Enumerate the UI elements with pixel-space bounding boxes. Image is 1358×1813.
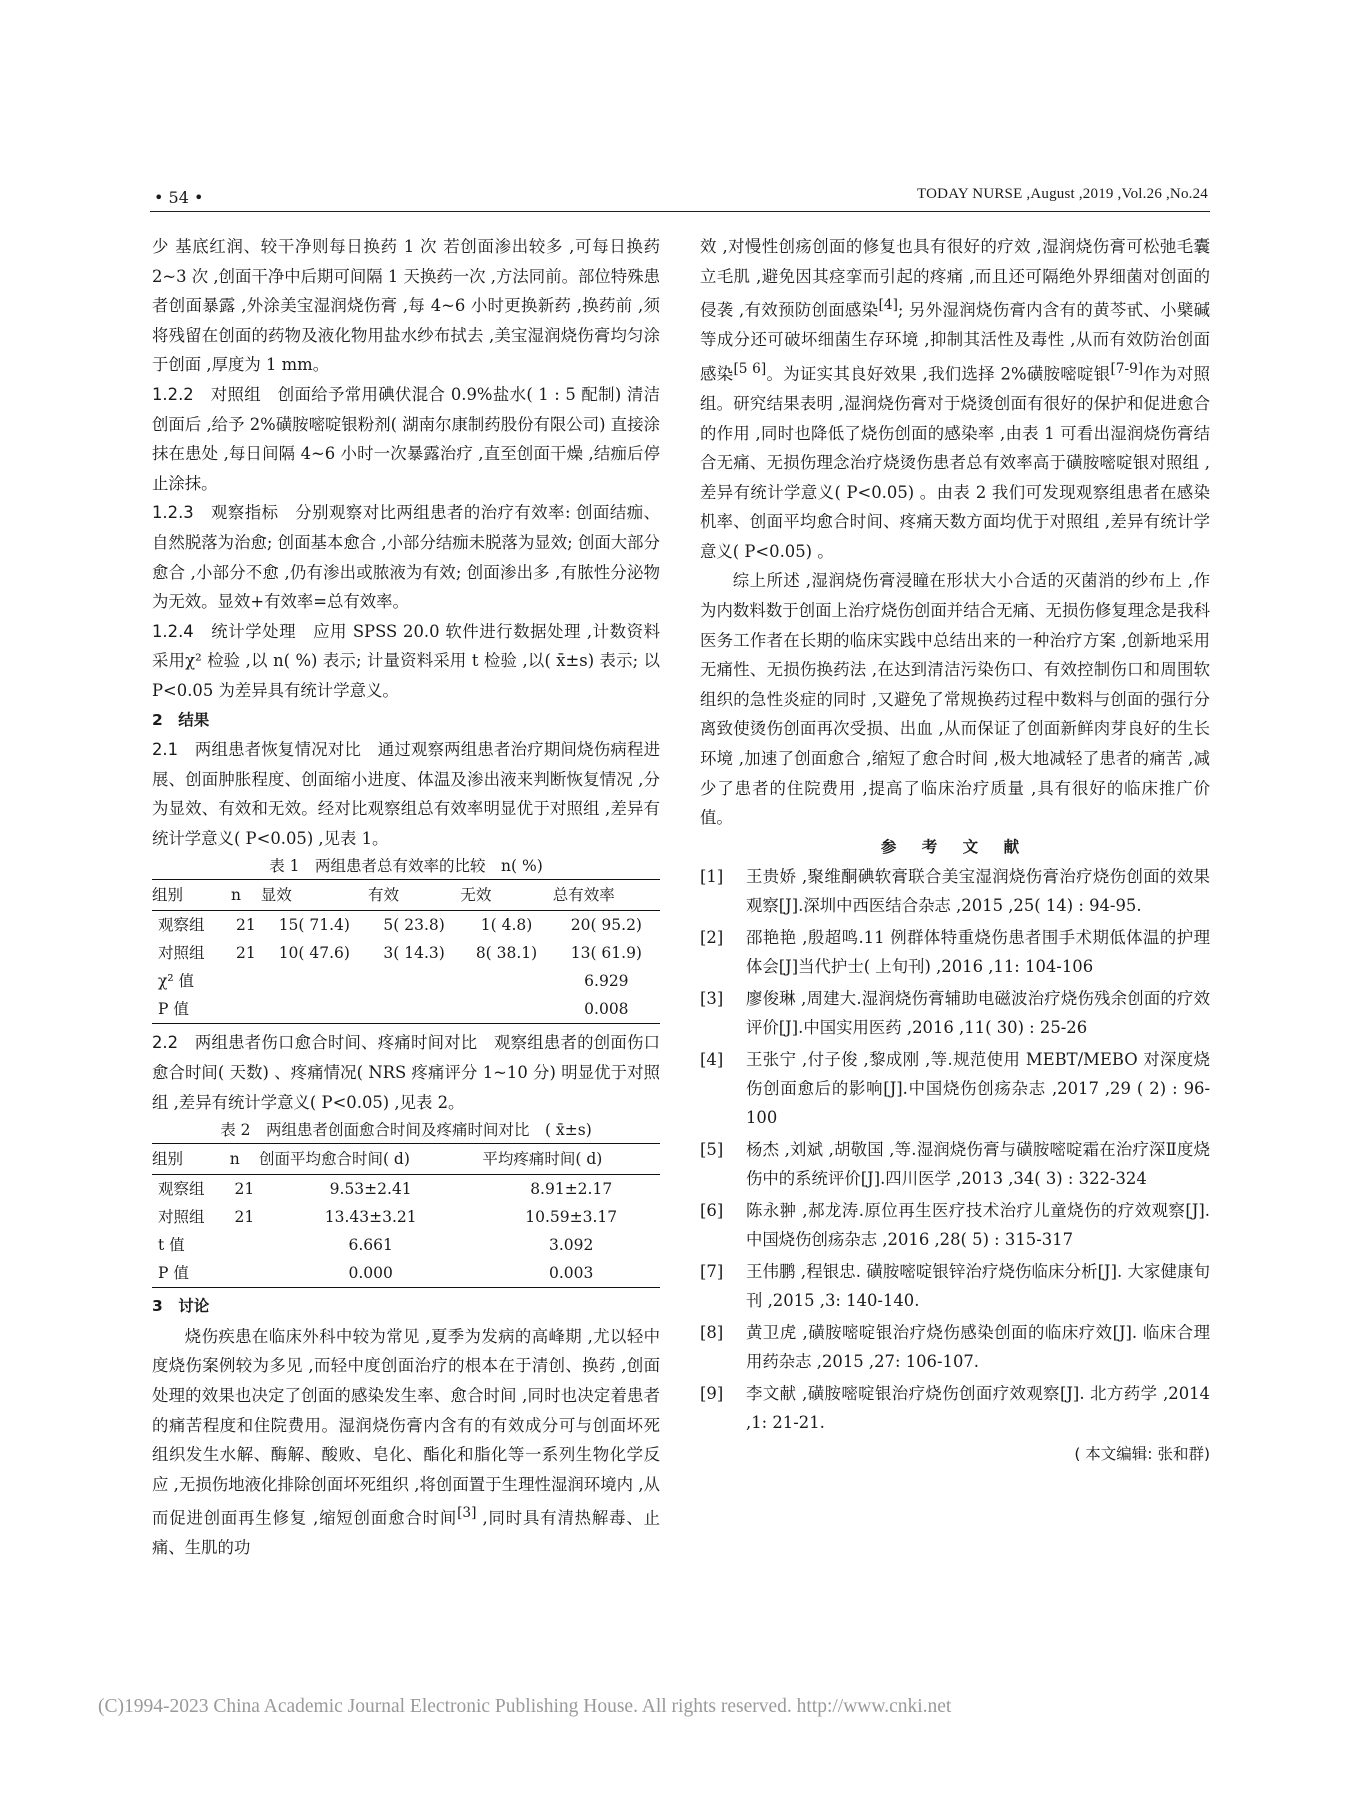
table-cell: 5( 23.8) xyxy=(383,916,445,935)
table-cell xyxy=(230,1231,259,1259)
reference-number: [7] xyxy=(700,1262,724,1282)
reference-item xyxy=(700,1318,1210,1376)
table-2-caption: 表 2 两组患者创面愈合时间及疼痛时间对比 ( x̄±s) xyxy=(220,1121,592,1140)
reference-text: 王伟鹏 ,程银忠. 磺胺嘧啶银锌治疗烧伤临床分析[J]. 大家健康旬刊 ,2015 ,3: 140-140. xyxy=(746,1262,1210,1311)
reference-text: 陈永翀 ,郝龙涛.原位再生医疗技术治疗儿童烧伤的疗效观察[J].中国烧伤创疡杂志 ,2016 ,28( 5) : 315-317 xyxy=(746,1201,1210,1250)
conclusion-paragraph: 综上所述 ,湿润烧伤膏浸瞳在形状大小合适的灭菌消的纱布上 ,作为内数料数于创面上治疗烧伤创面并结合无痛、无损伤修复理念是我科医务工作者在长期的临床实践中总结出来的一种治疗方案 ,创新地采用无痛性、无损伤换药法 ,在达到清洁污染伤口、有效控制伤口和周围软组织的急性炎症的同时 ,又避免了常规换药过程中数料与创面的强行分离致使烫伤创面再次受损、出血 ,从而保证了创面新鲜肉芽良好的生长环境 ,加速了创面愈合 ,缩短了愈合时间 ,极大地减轻了患者的痛苦 ,减少了患者的住院费用 ,提高了临床治疗质量 ,具有很好的临床推广价值。 xyxy=(700,571,1210,828)
reference-item xyxy=(700,1045,1210,1132)
table-row xyxy=(152,939,660,967)
reference-number: [2] xyxy=(700,928,724,948)
citation: [3] xyxy=(457,1505,477,1522)
table-1-header-row xyxy=(152,880,660,911)
table-row xyxy=(152,1231,660,1259)
table-row xyxy=(152,967,660,995)
journal-header: TODAY NURSE ,August ,2019 ,Vol.26 ,No.24 xyxy=(917,186,1208,202)
table-cell: 13( 61.9) xyxy=(570,944,642,963)
table-cell: 6.929 xyxy=(584,972,629,991)
reference-number: [5] xyxy=(700,1140,724,1160)
table-cell: 对照组 xyxy=(158,944,205,963)
section-2-2 xyxy=(152,1028,660,1117)
table-cell: t 值 xyxy=(158,1236,185,1255)
reference-text: 王张宁 ,付子俊 ,黎成刚 ,等.规范使用 MEBT/MEBO 对深度烧伤创面愈后的影响[J].中国烧伤创疡杂志 ,2017 ,29 ( 2) : 96-100 xyxy=(746,1050,1210,1128)
reference-text: 王贵娇 ,聚维酮碘软膏联合美宝湿润烧伤膏治疗烧伤创面的效果观察[J].深圳中西医结合杂志 ,2015 ,25( 14) : 94-95. xyxy=(746,867,1210,916)
table-cell: 8( 38.1) xyxy=(475,944,538,963)
reference-item xyxy=(700,862,1210,920)
discussion-text: 。为证实其良好效果 ,我们选择 2%磺胺嘧啶银 xyxy=(766,364,1111,384)
section-1-2-2-heading: 1.2.2 对照组 xyxy=(152,384,262,404)
section-2-1 xyxy=(152,735,660,853)
section-1-2-3 xyxy=(152,498,660,616)
citation: [4] xyxy=(878,297,898,314)
table-cell xyxy=(460,967,552,995)
table-cell: 20( 95.2) xyxy=(570,916,642,935)
reference-item xyxy=(700,1257,1210,1315)
reference-item xyxy=(700,984,1210,1042)
table-2-header: 组别 xyxy=(152,1144,230,1175)
reference-item xyxy=(700,1196,1210,1254)
table-1-header: 无效 xyxy=(460,880,552,911)
table-cell: 观察组 xyxy=(158,1180,205,1199)
citation: [5 6] xyxy=(733,360,767,377)
table-cell: 15( 71.4) xyxy=(278,916,350,935)
table-cell: 0.008 xyxy=(553,995,660,1024)
discussion-text: 烧伤疾患在临床外科中较为常见 ,夏季为发病的高峰期 ,尤以轻中度烧伤案例较为多见 ,而轻中度创面治疗的根本在于清创、换药 ,创面处理的效果也决定了创面的感染发生率、愈合时间 ,同时也决定着患者的痛苦程度和住院费用。湿润烧伤膏内含有的有效成分可与创面坏死组织发生水解、酶解、酸败、皂化、酯化和脂化等一系列生物化学反应 ,无损伤地液化排除创面坏死组织 ,将创面置于生理性湿润环境内 ,从而促进创面再生修复 ,缩短创面愈合时间 xyxy=(152,1326,660,1528)
section-2-title: 2 结果 xyxy=(152,710,210,729)
section-2-2-heading: 2.2 两组患者伤口愈合时间、疼痛时间对比 xyxy=(152,1033,478,1053)
discussion-text: 作为对照组。研究结果表明 ,湿润烧伤膏对于烧烫创面有很好的保护和促进愈合的作用 ,同时也降低了烧伤创面的感染率 ,由表 1 可看出湿润烧伤膏结合无痛、无损伤理念治疗烧烫伤患者总有效率高于磺胺嘧啶银对照组 ,差异有统计学意义( P<0.05) 。由表 2 我们可发现观察组患者在感染机率、创面平均愈合时间、疼痛天数方面均优于对照组 ,差异有统计学意义( P<0.05) 。 xyxy=(700,364,1211,561)
reference-number: [8] xyxy=(700,1323,724,1343)
table-cell: 3.092 xyxy=(549,1236,594,1255)
section-1-2-2 xyxy=(152,380,660,498)
discussion-continued xyxy=(700,232,1210,566)
table-cell: 21 xyxy=(234,1208,255,1227)
table-2-header: 平均疼痛时间( d) xyxy=(482,1144,660,1175)
editor-note: ( 本文编辑: 张和群) xyxy=(1074,1445,1210,1464)
discussion-text: ; 另外湿润烧伤膏内含有的黄芩甙、小檗碱等成分还可破坏细菌生存环境 ,抑制其活性及毒性 ,从而有效防治创面感染 xyxy=(700,300,1210,384)
discussion-text: 效 ,对慢性创疡创面的修复也具有很好的疗效 ,湿润烧伤膏可松弛毛囊立毛肌 ,避免因其痉挛而引起的疼痛 ,而且还可隔绝外界细菌对创面的侵袭 ,有效预防创面感染 xyxy=(700,237,1210,320)
table-cell: 21 xyxy=(234,1180,255,1199)
section-2-1-heading: 2.1 两组患者恢复情况对比 xyxy=(152,740,362,760)
table-cell: 观察组 xyxy=(158,916,205,935)
table-cell: 10.59±3.17 xyxy=(525,1208,618,1227)
reference-text: 黄卫虎 ,磺胺嘧啶银治疗烧伤感染创面的临床疗效[J]. 临床合理用药杂志 ,2015 ,27: 106-107. xyxy=(746,1323,1210,1372)
table-cell xyxy=(368,967,460,995)
table-cell: χ² 值 xyxy=(158,972,195,991)
intro-paragraph: 少 基底红润、较干净则每日换药 1 次 若创面渗出较多 ,可每日换药 2~3 次 ,创面干净中后期可间隔 1 天换药一次 ,方法同前。部位特殊患者创面暴露 ,外涂美宝湿润烧伤膏 ,每 4~6 小时更换新药 ,换药前 ,须将残留在创面的药物及液化物用盐水纱布拭去 ,美宝湿润烧伤膏均匀涂于创面 ,厚度为 1 mm。 xyxy=(152,237,660,375)
table-cell: 9.53±2.41 xyxy=(329,1180,412,1199)
table-cell: 1( 4.8) xyxy=(480,916,533,935)
table-1-header: 显效 xyxy=(261,880,368,911)
table-cell: 0.000 xyxy=(259,1259,482,1288)
reference-text: 廖俊琳 ,周建大.湿润烧伤膏辅助电磁波治疗烧伤残余创面的疗效评价[J].中国实用医药 ,2016 ,11( 30) : 25-26 xyxy=(746,989,1210,1038)
table-row xyxy=(152,1203,660,1231)
copyright-footer: (C)1994-2023 China Academic Journal Electronic Publishing House. All rights reserved. http://www.cnki.net xyxy=(98,1696,952,1717)
table-1-header: 有效 xyxy=(368,880,460,911)
reference-item xyxy=(700,1379,1210,1437)
table-cell xyxy=(231,967,261,995)
reference-text: 杨杰 ,刘斌 ,胡敬国 ,等.湿润烧伤膏与磺胺嘧啶霜在治疗深Ⅱ度烧伤中的系统评价[J].四川医学 ,2013 ,34( 3) : 322-324 xyxy=(746,1140,1210,1189)
table-cell xyxy=(261,995,368,1024)
table-1-header: 组别 xyxy=(152,880,231,911)
section-1-2-3-text: 分别观察对比两组患者的治疗有效率: 创面结痂、自然脱落为治愈; 创面基本愈合 ,小部分结痂未脱落为显效; 创面大部分愈合 ,小部分不愈 ,仍有渗出或脓液为有效; 创面渗出多 ,有脓性分泌物为无效。显效+有效率=总有效率。 xyxy=(152,503,660,612)
table-cell: P 值 xyxy=(152,995,231,1024)
table-cell: P 值 xyxy=(152,1259,230,1288)
section-2-1-text: 通过观察两组患者治疗期间烧伤病程进展、创面肿胀程度、创面缩小进度、体温及渗出液来判断恢复情况 ,分为显效、有效和无效。经对比观察组总有效率明显优于对照组 ,差异有统计学意义( P<0.05) ,见表 1。 xyxy=(152,740,660,848)
section-3-title: 3 讨论 xyxy=(152,1297,210,1316)
reference-number: [6] xyxy=(700,1201,724,1221)
table-1-header: 总有效率 xyxy=(553,880,660,911)
table-cell xyxy=(230,1259,259,1288)
table-row xyxy=(152,911,660,940)
left-column xyxy=(152,232,660,1563)
reference-list xyxy=(700,862,1210,1437)
table-row xyxy=(152,1175,660,1204)
reference-text: 邵艳艳 ,殷超鸣.11 例群体特重烧伤患者围手术期低体温的护理体会[J]当代护士( 上旬刊) ,2016 ,11: 104-106 xyxy=(746,928,1210,977)
section-1-2-4-text: 应用 SPSS 20.0 软件进行数据处理 ,计数资料采用χ² 检验 ,以 n( %) 表示; 计量资料采用 t 检验 ,以( x̄±s) 表示; 以 P<0.05 为差异具有统计学意义。 xyxy=(152,621,660,700)
table-1-header: n xyxy=(231,880,261,911)
page-number: • 54 • xyxy=(154,188,204,207)
table-cell: 21 xyxy=(235,944,256,963)
table-row xyxy=(152,1259,660,1288)
table-1 xyxy=(152,879,660,1024)
table-2 xyxy=(152,1143,660,1288)
table-2-header-row xyxy=(152,1144,660,1175)
table-2-header: 创面平均愈合时间( d) xyxy=(259,1144,482,1175)
table-cell: 13.43±3.21 xyxy=(324,1208,417,1227)
table-cell: 6.661 xyxy=(348,1236,393,1255)
table-row xyxy=(152,995,660,1024)
reference-number: [1] xyxy=(700,867,724,887)
reference-text: 李文献 ,磺胺嘧啶银治疗烧伤创面疗效观察[J]. 北方药学 ,2014 ,1: 21-21. xyxy=(746,1384,1210,1433)
references-title: 参 考 文 献 xyxy=(880,837,1030,856)
reference-number: [3] xyxy=(700,989,724,1009)
table-1-caption: 表 1 两组患者总有效率的比较 n( %) xyxy=(269,857,543,876)
header-divider xyxy=(150,211,1210,212)
table-cell xyxy=(460,995,552,1024)
table-cell: 0.003 xyxy=(482,1259,660,1288)
citation: [7-9] xyxy=(1110,360,1144,377)
table-cell: 10( 47.6) xyxy=(278,944,350,963)
section-1-2-4 xyxy=(152,617,660,706)
table-cell: 3( 14.3) xyxy=(383,944,445,963)
reference-item xyxy=(700,1135,1210,1193)
table-2-header: n xyxy=(230,1144,259,1175)
section-1-2-3-heading: 1.2.3 观察指标 xyxy=(152,503,279,523)
reference-item xyxy=(700,923,1210,981)
table-cell xyxy=(231,995,261,1024)
table-cell: 21 xyxy=(235,916,256,935)
table-cell: 对照组 xyxy=(158,1208,205,1227)
section-2-2-text: 观察组患者的创面伤口愈合时间( 天数) 、疼痛情况( NRS 疼痛评分 1~10 分) 明显优于对照组 ,差异有统计学意义( P<0.05) ,见表 2。 xyxy=(152,1033,660,1112)
right-column xyxy=(700,232,1210,1470)
table-cell: 8.91±2.17 xyxy=(530,1180,613,1199)
reference-number: [9] xyxy=(700,1384,724,1404)
discussion-tail: ,同时具有清热解毒、止痛、生肌的功 xyxy=(152,1508,661,1558)
reference-number: [4] xyxy=(700,1050,724,1070)
section-1-2-4-heading: 1.2.4 统计学处理 xyxy=(152,621,297,641)
table-cell xyxy=(261,967,368,995)
table-cell xyxy=(368,995,460,1024)
section-1-2-2-text: 创面给予常用碘伏混合 0.9%盐水( 1 : 5 配制) 清洁创面后 ,给予 2%磺胺嘧啶银粉剂( 湖南尔康制药股份有限公司) 直接涂抹在患处 ,每日间隔 4~6 小时一次暴露治疗 ,直至创面干燥 ,结痂后停止涂抹。 xyxy=(152,384,660,493)
discussion-paragraph xyxy=(152,1322,660,1563)
